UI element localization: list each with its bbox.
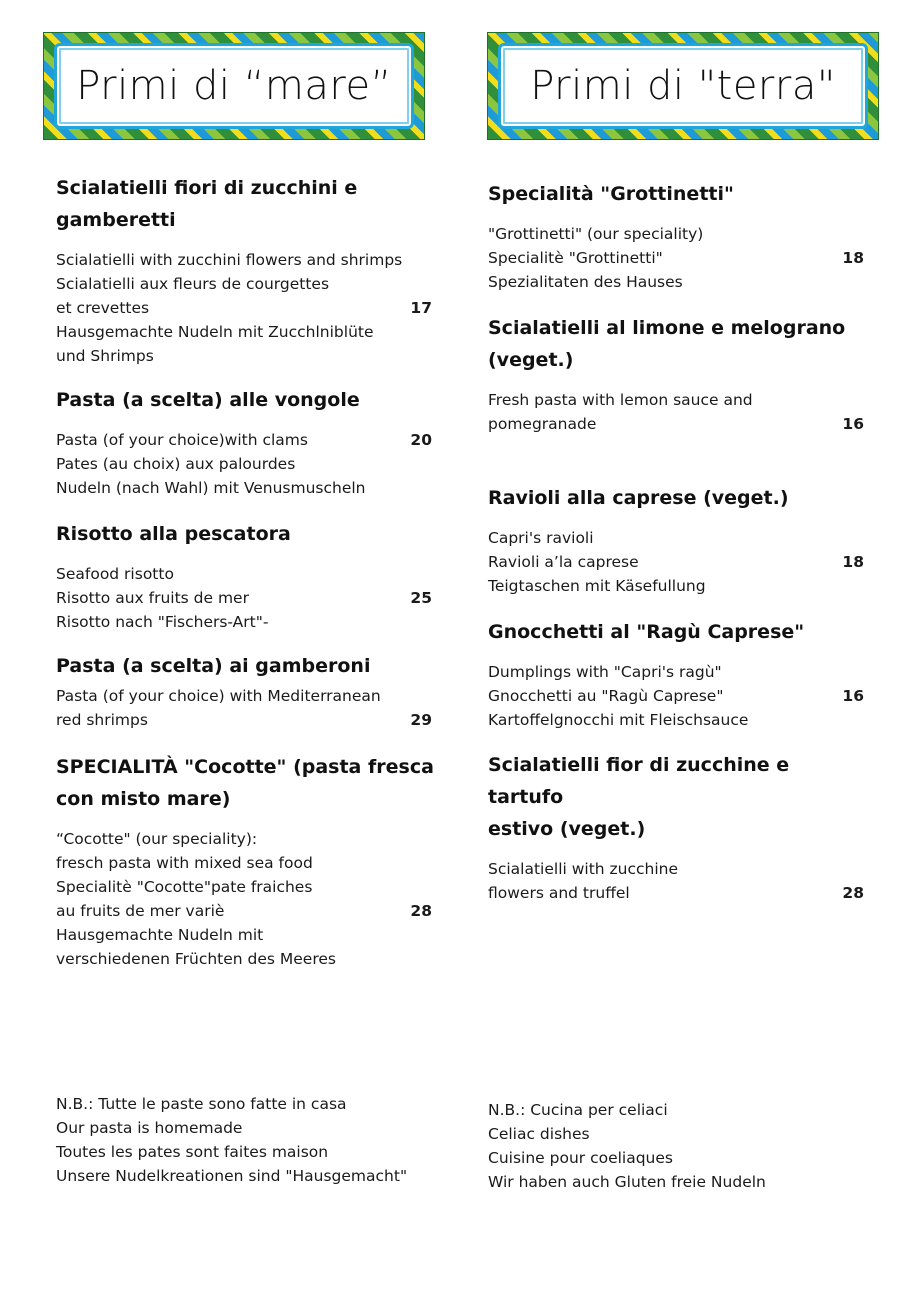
description-text: Pasta (of your choice)with clams	[56, 431, 308, 449]
description-line-with-price	[56, 296, 436, 320]
dish-price: 16	[842, 415, 864, 433]
dish-description	[488, 857, 868, 905]
dish-price: 16	[842, 687, 864, 705]
description-line-with-price	[56, 428, 436, 452]
description-line: fresch pasta with mixed sea food	[56, 854, 313, 872]
description-line-with-price	[488, 684, 868, 708]
dish-price: 17	[410, 299, 432, 317]
section-title-mare: Primi di “mare”	[76, 63, 392, 109]
description-line: Scialatielli with zucchini flowers and shrimps	[56, 251, 403, 269]
description-line: Dumplings with "Capri's ragù"	[488, 663, 722, 681]
note-line: Unsere Nudelkreationen sind "Hausgemacht"	[56, 1167, 408, 1185]
dish-pasta-gamberoni	[56, 650, 436, 732]
description-line: Scialatielli aux fleurs de courgettes	[56, 275, 330, 293]
note-line: N.B.: Cucina per celiaci	[488, 1101, 668, 1119]
dish-name: Risotto alla pescatora	[56, 523, 291, 545]
description-line-with-price	[488, 881, 868, 905]
description-line: Fresh pasta with lemon sauce and	[488, 391, 753, 409]
description-line: "Grottinetti" (our speciality)	[488, 225, 704, 243]
dish-name-line: Scialatielli al limone e melograno	[488, 317, 846, 339]
description-line-with-price	[56, 586, 436, 610]
dish-scialatielli-limone-melograno	[488, 312, 868, 436]
dish-name-line: Scialatielli fior di zucchine e tartufo	[488, 754, 790, 808]
description-line-with-price	[488, 246, 868, 270]
dish-name: Pasta (a scelta) alle vongole	[56, 389, 360, 411]
description-line: “Cocotte" (our speciality):	[56, 830, 258, 848]
banner-frame	[498, 43, 868, 129]
dish-name-line: gamberetti	[56, 209, 176, 231]
description-text: Gnocchetti au "Ragù Caprese"	[488, 687, 724, 705]
dish-name: Pasta (a scelta) ai gamberoni	[56, 655, 371, 677]
dish-name-line: (veget.)	[488, 349, 574, 371]
banner-primi-mare	[43, 32, 425, 140]
note-line: Our pasta is homemade	[56, 1119, 243, 1137]
section-title-terra: Primi di "terra"	[530, 63, 836, 109]
description-line: Capri's ravioli	[488, 529, 594, 547]
description-text: Ravioli a’la caprese	[488, 553, 639, 571]
dish-name	[56, 172, 436, 236]
dish-name-line: con misto mare)	[56, 788, 231, 810]
dish-description	[56, 562, 436, 634]
dish-price: 18	[842, 249, 864, 267]
description-line: Seafood risotto	[56, 565, 174, 583]
description-text: au fruits de mer variè	[56, 902, 225, 920]
description-text: Risotto aux fruits de mer	[56, 589, 249, 607]
description-line: Kartoffelgnocchi mit Fleischsauce	[488, 711, 749, 729]
description-line-with-price	[488, 550, 868, 574]
dish-description	[56, 827, 436, 971]
description-line: Pasta (of your choice) with Mediterranean	[56, 687, 381, 705]
dish-name-line: estivo (veget.)	[488, 818, 646, 840]
dish-description	[488, 388, 868, 436]
dish-description	[488, 660, 868, 732]
description-line-with-price	[56, 708, 436, 732]
dish-price: 18	[842, 553, 864, 571]
dish-specialita-cocotte	[56, 751, 436, 971]
description-line: Nudeln (nach Wahl) mit Venusmuscheln	[56, 479, 366, 497]
dish-name	[488, 312, 868, 376]
dish-price: 25	[410, 589, 432, 607]
dish-price: 28	[410, 902, 432, 920]
description-text: pomegranade	[488, 415, 597, 433]
dish-pasta-vongole	[56, 384, 436, 500]
note-line: Wir haben auch Gluten freie Nudeln	[488, 1173, 766, 1191]
footnote-homemade-pasta	[56, 1092, 407, 1188]
description-line: Hausgemachte Nudeln mit	[56, 926, 264, 944]
description-line: Spezialitaten des Hauses	[488, 273, 683, 291]
dish-description	[56, 428, 436, 500]
banner-primi-terra	[487, 32, 879, 140]
dish-specialita-grottinetti	[488, 178, 868, 294]
dish-description	[56, 248, 436, 368]
note-line: Cuisine pour coeliaques	[488, 1149, 673, 1167]
dish-name-line: Scialatielli fiori di zucchini e	[56, 177, 358, 199]
dish-description	[488, 222, 868, 294]
footnote-celiac-dishes	[488, 1098, 766, 1194]
dish-gnocchetti-ragu-caprese	[488, 616, 868, 732]
dish-ravioli-caprese	[488, 482, 868, 598]
dish-scialatielli-zucchine-tartufo	[488, 749, 868, 905]
description-line: verschiedenen Früchten des Meeres	[56, 950, 336, 968]
description-line: Hausgemachte Nudeln mit Zucchlniblüte	[56, 323, 374, 341]
dish-name-line: SPECIALITÀ "Cocotte" (pasta fresca	[56, 756, 434, 778]
dish-name: Gnocchetti al "Ragù Caprese"	[488, 621, 805, 643]
description-line-with-price	[488, 412, 868, 436]
dish-description	[56, 684, 436, 732]
description-line: Scialatielli with zucchine	[488, 860, 679, 878]
dish-price: 29	[410, 711, 432, 729]
description-text: flowers and truffel	[488, 884, 630, 902]
description-line: Teigtaschen mit Käsefullung	[488, 577, 706, 595]
dish-price: 28	[842, 884, 864, 902]
dish-name	[488, 749, 868, 845]
dish-scialatielli-zucchini-gamberetti	[56, 172, 436, 368]
dish-name: Ravioli alla caprese (veget.)	[488, 487, 789, 509]
note-line: Toutes les pates sont faites maison	[56, 1143, 329, 1161]
note-line: Celiac dishes	[488, 1125, 590, 1143]
dish-name	[56, 751, 436, 815]
banner-frame	[54, 43, 414, 129]
description-line: und Shrimps	[56, 347, 154, 365]
dish-risotto-pescatora	[56, 518, 436, 634]
description-line: Pates (au choix) aux palourdes	[56, 455, 296, 473]
dish-description	[488, 526, 868, 598]
description-text: Specialitè "Grottinetti"	[488, 249, 663, 267]
description-line-with-price	[56, 899, 436, 923]
description-line: Specialitè "Cocotte"pate fraiches	[56, 878, 313, 896]
description-text: et crevettes	[56, 299, 150, 317]
note-line: N.B.: Tutte le paste sono fatte in casa	[56, 1095, 347, 1113]
description-line: Risotto nach "Fischers-Art"-	[56, 613, 269, 631]
dish-name: Specialità "Grottinetti"	[488, 183, 734, 205]
dish-price: 20	[410, 431, 432, 449]
description-text: red shrimps	[56, 711, 148, 729]
